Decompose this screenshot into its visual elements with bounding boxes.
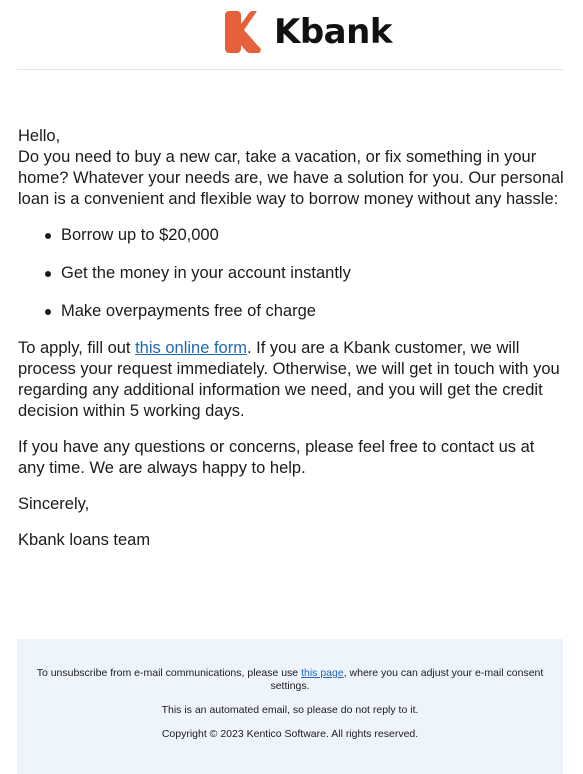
greeting: Hello,	[18, 127, 61, 145]
email-body	[18, 126, 564, 566]
unsubscribe-link[interactable]: this page	[301, 667, 344, 679]
benefit-text: Borrow up to $20,000	[61, 226, 219, 244]
list-item	[18, 263, 564, 284]
bullet-icon	[45, 233, 51, 239]
list-item	[18, 301, 564, 322]
kbank-logo-wordmark: Kbank	[274, 12, 392, 52]
bullet-icon	[45, 309, 51, 315]
benefits-list	[18, 225, 564, 322]
apply-paragraph	[18, 338, 564, 422]
signature: Kbank loans team	[18, 531, 151, 549]
automated-notice: This is an automated email, so please do not reply to it.	[161, 704, 419, 716]
apply-text-after: . If you are a Kbank customer, we will process your request immediately. Otherwise, we will get in touch with you regarding any additional information we need, and you will get the credit decision within 5 working days.	[18, 339, 560, 420]
copyright: Copyright © 2023 Kentico Software. All rights reserved.	[161, 728, 419, 740]
email-footer	[17, 639, 563, 774]
benefit-text: Make overpayments free of charge	[61, 302, 316, 320]
unsubscribe-text-before: To unsubscribe from e-mail communications, please use	[36, 667, 302, 679]
email-header	[17, 0, 563, 70]
online-form-link[interactable]: this online form	[135, 339, 247, 357]
kbank-logo-icon	[225, 11, 262, 53]
intro-paragraph: Do you need to buy a new car, take a vacation, or fix something in your home? Whatever your needs are, we have a solution for you. Our personal loan is a convenient and flexible way to borrow money without any hassle:	[18, 148, 564, 208]
unsubscribe-text-after: , where you can adjust your e-mail consent settings.	[270, 667, 544, 692]
questions-paragraph: If you have any questions or concerns, please feel free to contact us at any time. We are always happy to help.	[18, 438, 535, 477]
apply-text-before: To apply, fill out	[18, 339, 136, 357]
benefit-text: Get the money in your account instantly	[61, 264, 351, 282]
bullet-icon	[45, 271, 51, 277]
unsubscribe-notice	[25, 667, 555, 693]
closing: Sincerely,	[18, 495, 90, 513]
kbank-logo[interactable]	[225, 10, 392, 54]
list-item	[18, 225, 564, 246]
